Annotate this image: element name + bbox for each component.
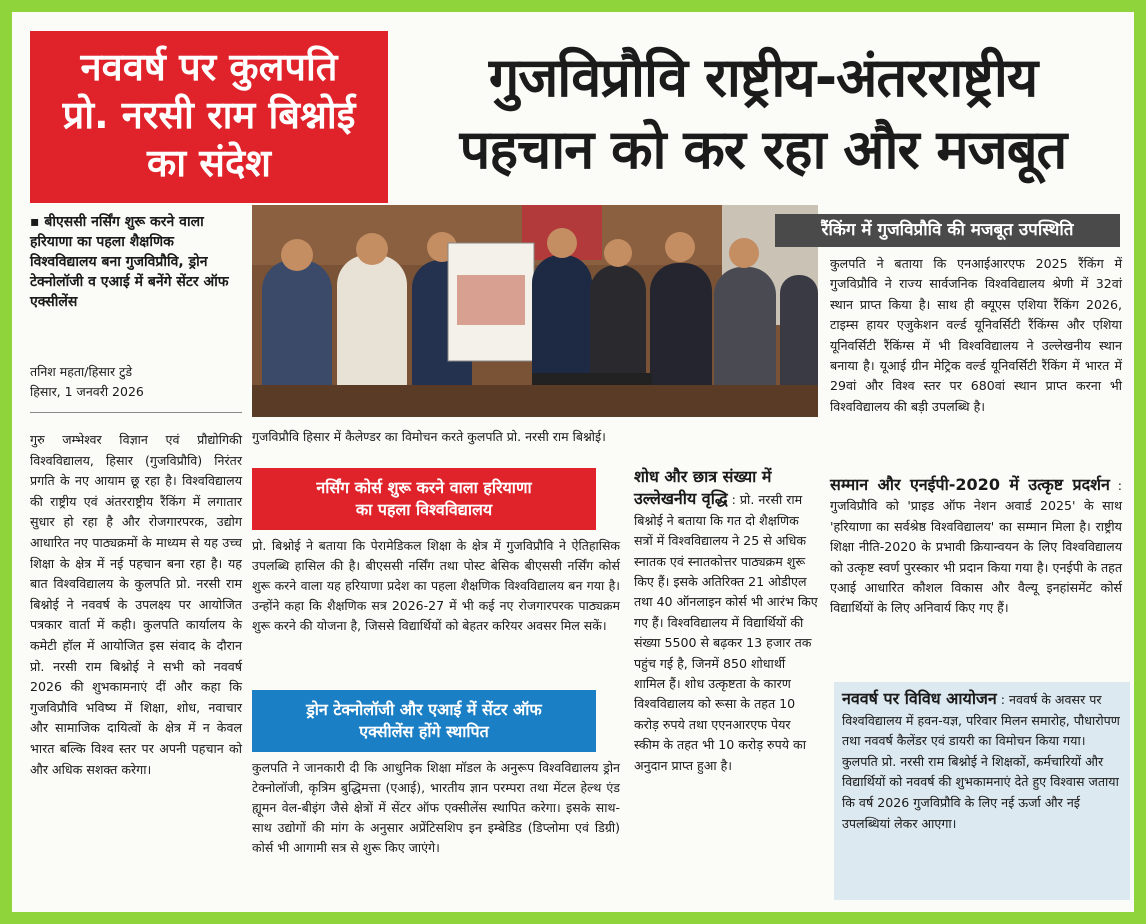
new-year-heading: नववर्ष पर विविध आयोजन — [842, 689, 997, 708]
new-year-box — [834, 682, 1130, 900]
title-line-2: प्रो. नरसी राम बिश्नोई — [62, 93, 356, 137]
nursing-heading-line-1: नर्सिंग कोर्स शुरू करने वाला हरियाणा — [316, 478, 532, 497]
event-photo-illustration — [252, 205, 818, 417]
award-body: : गुजविप्रौवि को 'प्राइड ऑफ नेशन अवार्ड 2025' के साथ 'हरियाणा का सर्वश्रेष्ठ विश्वविद्यालय' का सम्मान मिला है। राष्ट्रीय शिक्षा नीति-2020 के प्रभावी क्रियान्वयन के लिए विश्वविद्यालय को उत्कृष्ट स्वर्ण पुरस्कार भी प्रदान किया गया है। एनईपी के तहत एआई आधारित कौशल विकास और वैल्यू इनहांसमेंट कोर्स विद्यार्थियों के लिए अनिवार्य किए गए हैं। — [830, 478, 1123, 616]
nursing-body: प्रो. बिश्नोई ने बताया कि पेरामेडिकल शिक्षा के क्षेत्र में गुजविप्रौवि ने ऐतिहासिक उपलब्धि हासिल की है। बीएससी नर्सिंग तथा पोस्ट बेसिक बीएससी नर्सिंग कोर्स शुरू करने वाला यह हरियाणा प्रदेश का पहला शैक्षणिक विश्वविद्यालय बन गया है। उन्होंने कहा कि शैक्षणिक सत्र 2026-27 में भी कई नए रोजगारपरक पाठ्यक्रम शुरू करने की योजना है, जिससे विद्यार्थियों को बेहतर करियर अवसर मिल सकें। — [252, 538, 620, 633]
headline-line-2: पहचान को कर रहा और मजबूत — [459, 118, 1067, 181]
research-section — [634, 466, 818, 776]
drone-heading — [252, 690, 596, 752]
research-body: : प्रो. नरसी राम बिश्नोई ने बताया कि गत दो शैक्षणिक सत्रों में विश्वविद्यालय ने 25 से अधिक स्नातक एवं स्नातकोत्तर पाठ्यक्रम शुरू किए हैं। इसके अतिरिक्त 21 ओडीएल तथा 40 ऑनलाइन कोर्स भी आरंभ किए गए हैं। विश्वविद्यालय में विद्यार्थियों की संख्या 5500 से बढ़कर 13 हजार तक पहुंच गई है, जिनमें 850 शोधार्थी शामिल हैं। शोध उत्कृष्टता के कारण विश्वविद्यालय को रूसा के तहत 10 करोड़ रुपये तथा एएनआरएफ पेयर स्कीम के तहत भी 10 करोड़ रुपये का अनुदान प्राप्त हुआ है। — [634, 492, 818, 773]
intro-article-body: गुरु जम्भेश्वर विज्ञान एवं प्रौद्योगिकी विश्वविद्यालय, हिसार (गुजविप्रौवि) निरंतर प्रगति के नए आयाम छू रहा है। विश्वविद्यालय की राष्ट्रीय एवं अंतरराष्ट्रीय रैंकिंग में लगातार सुधार हो रहा है और रोजगारपरक, उद्योग आधारित नए पाठ्यक्रमों के माध्यम से यह उच्च शिक्षा के क्षेत्र में नई पहचान बना रहा है। यह बात विश्वविद्यालय के कुलपति प्रो. नरसी राम बिश्नोई ने नववर्ष के उपलक्ष्य पर आयोजित पत्रकार वार्ता में कही। कुलपति कार्यालय के कमेटी हॉल में आयोजित इस संवाद के दौरान प्रो. नरसी राम बिश्नोई ने सभी को नववर्ष 2026 की शुभकामनाएं दीं और कहा कि गुजविप्रौवि भविष्य में शिक्षा, शोध, नवाचार और सामाजिक दायित्वों के क्षेत्र में न केवल भारत बल्कि विश्व स्तर पर अपनी पहचान को और अधिक सशक्त करेगा। — [30, 432, 242, 777]
title-line-3: का संदेश — [147, 141, 271, 185]
title-line-1: नववर्ष पर कुलपति — [80, 45, 338, 89]
research-heading: शोध और छात्र संख्या में उल्लेखनीय वृद्धि — [634, 467, 772, 509]
summary-bullet: ▪ बीएससी नर्सिंग शुरू करने वाला हरियाणा का पहला शैक्षणिक विश्वविद्यालय बना गुजविप्रौवि, ड्रोन टेक्नोलॉजी व एआई में बनेंगे सेंटर ऑफ एक्सीलेंस — [30, 214, 229, 310]
event-photo — [252, 205, 818, 417]
headline — [398, 42, 1128, 186]
new-year-body: : नववर्ष के अवसर पर विश्वविद्यालय में हवन-यज्ञ, परिवार मिलन समारोह, पौधारोपण तथा नववर्ष कैलेंडर एवं डायरी का विमोचन किया गया। कुलपति प्रो. नरसी राम बिश्नोई ने शिक्षकों, कर्मचारियों और विद्यार्थियों को नववर्ष की शुभकामनाएं देते हुए विश्वास जताया कि वर्ष 2026 गुजविप्रौवि के लिए नई ऊर्जा और नई उपलब्धियां लेकर आएगा। — [842, 692, 1120, 831]
photo-caption: गुजविप्रौवि हिसार में कैलेण्डर का विमोचन करते कुलपति प्रो. नरसी राम बिश्नोई। — [252, 429, 606, 444]
byline — [30, 362, 242, 413]
drone-heading-line-2: एक्सीलेंस होंगे स्थापित — [359, 722, 489, 741]
title-box — [30, 31, 388, 203]
ranking-body: कुलपति ने बताया कि एनआईआरएफ 2025 रैंकिंग में गुजविप्रौवि ने राज्य सार्वजनिक विश्वविद्यालय श्रेणी में 32वां स्थान प्राप्त किया है। साथ ही क्यूएस एशिया रैंकिंग 2026, टाइम्स हायर एजुकेशन वर्ल्ड यूनिवर्सिटी रैंकिंग्स और एशिया यूनिवर्सिटी रैंकिंग्स में भी विश्वविद्यालय ने उल्लेखनीय स्थान बनाया है। यूआई ग्रीन मेट्रिक वर्ल्ड यूनिवर्सिटी रैंकिंग में भारत में 29वां और विश्व स्तर पर 680वां स्थान प्राप्त करना भी विश्वविद्यालय की बड़ी उपलब्धि है। — [830, 256, 1122, 414]
award-section — [830, 474, 1122, 619]
byline-dateline: हिसार, 1 जनवरी 2026 — [30, 384, 144, 399]
drone-heading-line-1: ड्रोन टेक्नोलॉजी और एआई में सेंटर ऑफ — [306, 700, 542, 719]
byline-author: तनिश महता/हिसार टुडे — [30, 364, 133, 379]
headline-line-1: गुजविप्रौवि राष्ट्रीय-अंतरराष्ट्रीय — [488, 46, 1038, 109]
ranking-heading: रैंकिंग में गुजविप्रौवि की मजबूत उपस्थिति — [775, 214, 1120, 247]
award-heading: सम्मान और एनईपी-2020 में उत्कृष्ट प्रदर्शन — [830, 475, 1110, 494]
nursing-heading-line-2: का पहला विश्वविद्यालय — [355, 500, 493, 519]
nursing-heading — [252, 468, 596, 530]
drone-body: कुलपति ने जानकारी दी कि आधुनिक शिक्षा मॉडल के अनुरूप विश्वविद्यालय ड्रोन टेक्नोलॉजी, कृत्रिम बुद्धिमत्ता (एआई), भारतीय ज्ञान परम्परा तथा मेंटल हेल्थ एंड ह्यूमन वेल-बीइंग जैसे क्षेत्रों में सेंटर ऑफ एक्सीलेंस स्थापित करेगा। इसके साथ-साथ उद्योगों की मांग के अनुसार अप्रेंटिसशिप इन इम्बेडिड (डिप्लोमा एवं डिग्री) कोर्स भी आगामी सत्र से शुरू किए जाएंगे। — [252, 760, 620, 855]
